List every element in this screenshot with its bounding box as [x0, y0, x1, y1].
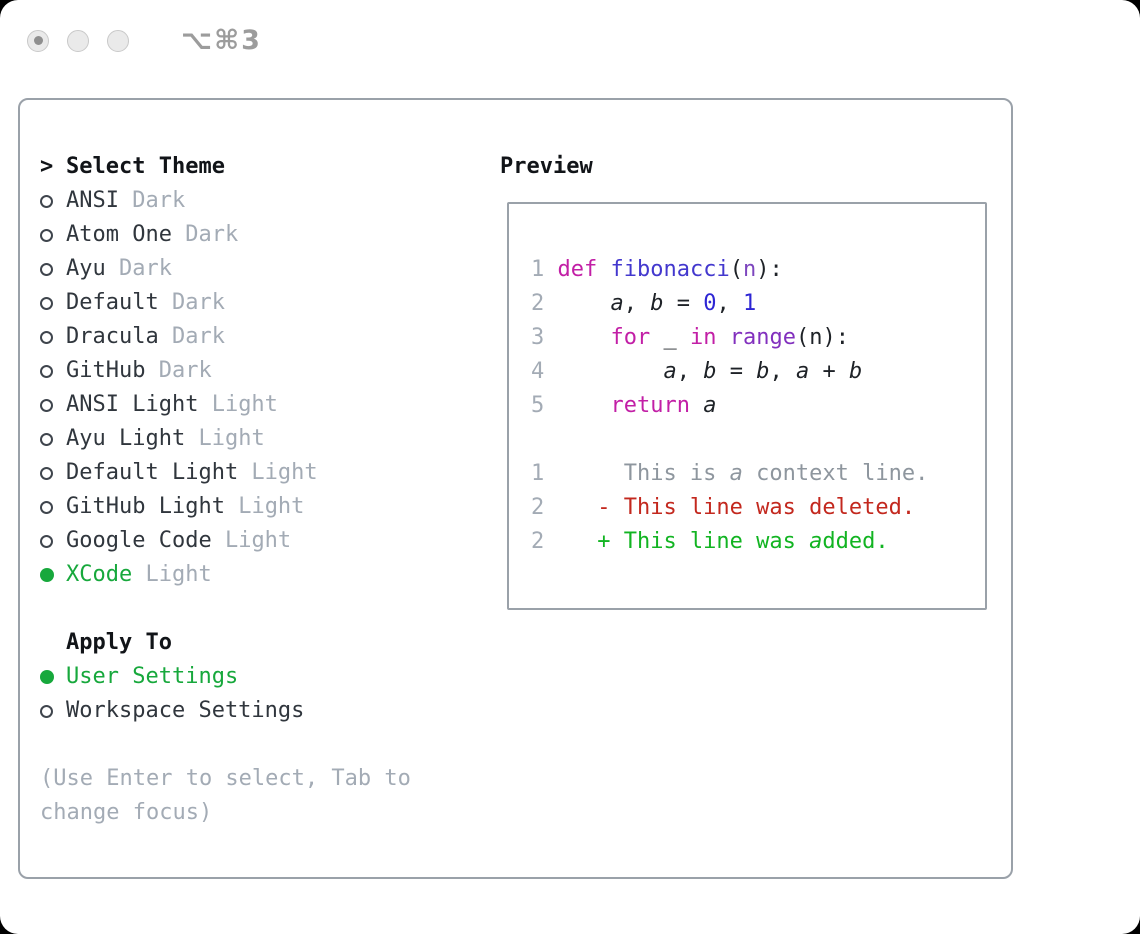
theme-variant-label: Dark [105, 256, 172, 281]
code-line-text: return a [610, 393, 717, 418]
radio-dot-outline [40, 263, 53, 276]
diff-line [531, 457, 985, 491]
line-number: 3 [531, 325, 545, 350]
diff-line-text: - This line was deleted. [557, 495, 916, 520]
radio-icon [40, 467, 66, 480]
code-line [531, 287, 985, 321]
radio-selected-icon [40, 568, 66, 582]
traffic-lights [27, 30, 147, 52]
radio-icon [40, 501, 66, 514]
theme-option-default-dark[interactable] [40, 286, 482, 320]
radio-icon [40, 535, 66, 548]
usage-hint-line: (Use Enter to select, Tab to [40, 766, 411, 791]
radio-dot-outline [40, 365, 53, 378]
keyboard-shortcut-label: ⌥⌘3 [181, 25, 262, 56]
theme-variant-label: Light [224, 494, 305, 519]
code-preview [531, 253, 985, 423]
apply-to-title: Apply To [66, 630, 172, 655]
code-line [531, 389, 985, 423]
theme-name: ANSI Light [66, 392, 199, 417]
diff-line-text: This is a context line. [557, 461, 929, 486]
theme-option-default-light-light[interactable] [40, 456, 482, 490]
apply-to-list [40, 660, 482, 728]
theme-name: Atom One [66, 222, 172, 247]
line-number: 1 [531, 257, 545, 282]
radio-dot-outline [40, 501, 53, 514]
apply-to-header [40, 626, 482, 660]
radio-dot-outline [40, 467, 53, 480]
line-number: 1 [531, 461, 545, 486]
radio-icon [40, 263, 66, 276]
theme-option-github-light-light[interactable] [40, 490, 482, 524]
theme-variant-label: Light [198, 392, 278, 417]
theme-name: XCode [66, 562, 133, 587]
diff-line-text: + This line was added. [557, 529, 889, 554]
theme-name: Dracula [66, 324, 159, 349]
theme-list [40, 184, 482, 592]
traffic-light-2[interactable] [67, 30, 89, 52]
theme-name: Default [66, 290, 159, 315]
theme-name: Ayu Light [66, 426, 186, 451]
radio-dot-filled [40, 568, 54, 582]
title-bar [27, 25, 262, 56]
selection-cursor: > [40, 154, 54, 179]
active-dot [34, 36, 43, 45]
usage-hint [40, 762, 482, 830]
radio-dot-filled [40, 670, 54, 684]
code-line [531, 253, 985, 287]
spacer [40, 592, 482, 626]
theme-variant-label: Dark [158, 290, 225, 315]
theme-option-github-dark[interactable] [40, 354, 482, 388]
radio-dot-outline [40, 297, 53, 310]
radio-icon [40, 195, 66, 208]
radio-icon [40, 297, 66, 310]
code-line [531, 355, 985, 389]
radio-icon [40, 705, 66, 718]
radio-icon [40, 331, 66, 344]
theme-name: GitHub [66, 358, 146, 383]
theme-variant-label: Dark [145, 358, 212, 383]
theme-option-google-code-light[interactable] [40, 524, 482, 558]
diff-line [531, 525, 985, 559]
theme-option-xcode-light[interactable] [40, 558, 482, 592]
theme-name: Google Code [66, 528, 212, 553]
theme-name: ANSI [66, 188, 119, 213]
radio-dot-outline [40, 535, 53, 548]
line-number: 4 [531, 359, 545, 384]
theme-option-ansi-dark[interactable] [40, 184, 482, 218]
spacer [40, 728, 482, 762]
theme-option-ansi-light-light[interactable] [40, 388, 482, 422]
radio-icon [40, 399, 66, 412]
select-theme-header [40, 150, 482, 184]
theme-selector-panel [18, 98, 1013, 879]
code-line-text: def fibonacci(n): [557, 257, 783, 282]
select-theme-title: Select Theme [66, 154, 225, 179]
code-line-text: a, b = 0, 1 [610, 291, 757, 316]
theme-variant-label: Dark [158, 324, 225, 349]
theme-option-dracula-dark[interactable] [40, 320, 482, 354]
line-number: 2 [531, 529, 545, 554]
theme-name: Ayu [66, 256, 106, 281]
usage-hint-line: change focus) [40, 800, 213, 825]
radio-dot-outline [40, 229, 53, 242]
preview-title: Preview [500, 154, 593, 179]
theme-variant-label: Dark [118, 188, 186, 213]
theme-variant-label: Light [238, 460, 318, 485]
radio-icon [40, 365, 66, 378]
apply-option-label: Workspace Settings [66, 698, 305, 723]
code-line-text: a, b = b, a + b [663, 359, 863, 384]
radio-icon [40, 433, 66, 446]
traffic-light-1[interactable] [27, 30, 49, 52]
apply-option-label: User Settings [66, 664, 239, 689]
theme-variant-label: Light [132, 562, 212, 587]
apply-option-workspace-settings[interactable] [40, 694, 482, 728]
preview-column [482, 100, 1011, 877]
theme-list-column [20, 100, 482, 877]
preview-header-row [500, 150, 1011, 184]
theme-name: Default Light [66, 460, 239, 485]
theme-variant-label: Light [185, 426, 265, 451]
traffic-light-3[interactable] [107, 30, 129, 52]
radio-dot-outline [40, 705, 53, 718]
theme-option-atom-one-dark[interactable] [40, 218, 482, 252]
diff-preview [531, 457, 985, 559]
preview-box [507, 202, 987, 610]
theme-option-ayu-light-light[interactable] [40, 422, 482, 456]
line-number: 5 [531, 393, 545, 418]
apply-option-user-settings[interactable] [40, 660, 482, 694]
theme-option-ayu-dark[interactable] [40, 252, 482, 286]
diff-line [531, 491, 985, 525]
line-number: 2 [531, 495, 545, 520]
theme-variant-label: Light [211, 528, 292, 553]
radio-dot-outline [40, 195, 53, 208]
radio-selected-icon [40, 670, 66, 684]
code-line [531, 321, 985, 355]
radio-dot-outline [40, 399, 53, 412]
radio-icon [40, 229, 66, 242]
theme-variant-label: Dark [171, 222, 239, 247]
radio-dot-outline [40, 433, 53, 446]
radio-dot-outline [40, 331, 53, 344]
line-number: 2 [531, 291, 545, 316]
theme-name: GitHub Light [66, 494, 225, 519]
code-line-text: for _ in range(n): [610, 325, 849, 350]
